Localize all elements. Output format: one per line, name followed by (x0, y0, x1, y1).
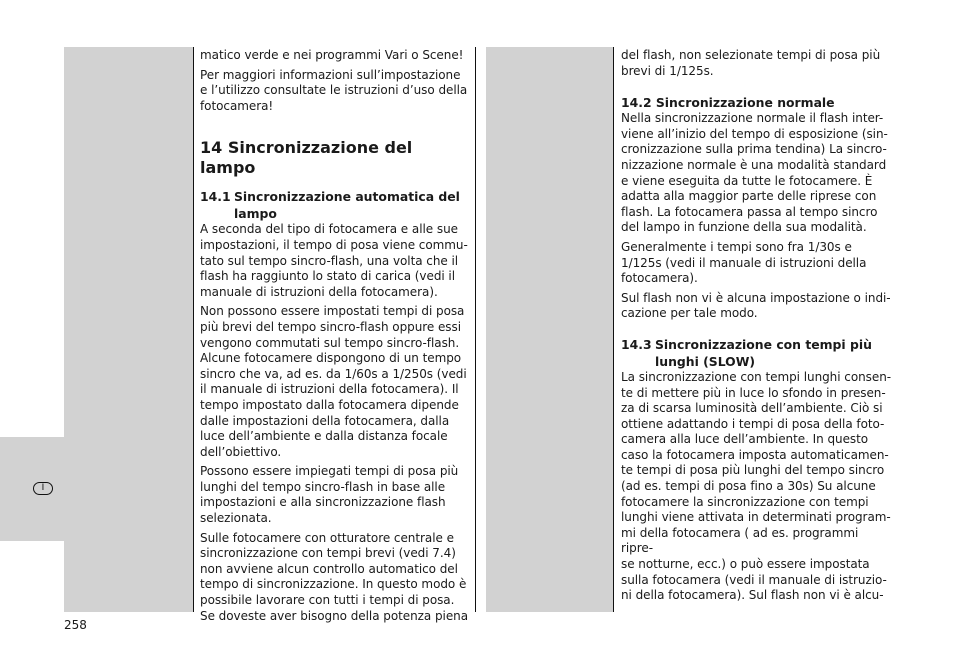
text-line: del lampo in funzione della sua modalità. (621, 220, 867, 235)
text-line: 1/125s (vedi il manuale di istruzioni della (621, 255, 867, 270)
thumb-index-tab (0, 437, 64, 541)
text-line: za di scarsa luminosità dell’ambiente. Ciò si (621, 401, 883, 416)
right-margin-band (486, 47, 614, 612)
section-heading-14-2: 14.2 Sincronizzazione normale (621, 95, 835, 111)
text-line: luce dell’ambiente e dalla distanza focale (200, 429, 448, 444)
intro-paragraph (621, 48, 893, 79)
paragraph-3 (621, 291, 893, 322)
text-line: dell’obiettivo. (200, 444, 282, 459)
text-line: te tempi di posa più lunghi del tempo sincro (621, 463, 885, 478)
text-line: il manuale di istruzioni della fotocamera). Il (200, 382, 459, 397)
section-heading-14: 14 Sincronizzazione del lampo (200, 138, 413, 178)
column-rule-left (193, 47, 194, 612)
text-line: Possono essere impiegati tempi di posa più (200, 464, 459, 479)
text-line: Se doveste aver bisogno della potenza piena (200, 608, 469, 623)
text-line: tato sul tempo sincro-flash, una volta che il (200, 253, 459, 268)
text-line: dalle impostazioni della fotocamera, dalla (200, 413, 450, 428)
left-margin-band (64, 47, 193, 612)
text-line: se notturne, ecc.) o può essere impostata (621, 557, 870, 572)
heading-text-continued: lampo (234, 206, 277, 222)
language-tab-badge: I (33, 482, 53, 495)
paragraph-2 (200, 304, 472, 460)
text-line: selezionata. (200, 511, 272, 526)
text-line: sulla fotocamera (vedi il manuale di istruzio- (621, 572, 887, 587)
text-line: lunghi del tempo sincro-flash in base alle (200, 479, 446, 494)
text-line: Nella sincronizzazione normale il flash inter- (621, 111, 884, 126)
text-line: A seconda del tipo di fotocamera e alle sue (200, 222, 458, 237)
text-line: ni della fotocamera). Sul flash non vi è alcu- (621, 588, 884, 603)
column-rule-center (475, 47, 476, 612)
section-heading-14-3 (621, 336, 893, 370)
text-line: e l’utilizzo consultate le istruzioni d’uso della (200, 83, 468, 98)
text-line: La sincronizzazione con tempi lunghi consen- (621, 369, 892, 384)
text-line: Alcune fotocamere dispongono di un tempo (200, 351, 462, 366)
text-line: e viene eseguita da tutte le fotocamere. È (621, 173, 873, 188)
text-line: ottiene adattando i tempi di posa della foto- (621, 416, 885, 431)
text-line: manuale di istruzioni della fotocamera). (200, 284, 438, 299)
paragraph-2 (621, 240, 893, 287)
heading-text: Sincronizzazione con tempi più (655, 336, 872, 352)
text-line: cazione per tale modo. (621, 306, 758, 321)
text-line: tempo di sincronizzazione. In questo modo è (200, 577, 467, 592)
page-number: 258 (64, 618, 87, 632)
text-line: Non possono essere impostati tempi di posa (200, 304, 465, 319)
text-line: tempo impostato dalla fotocamera dipende (200, 397, 459, 412)
text-line: Per maggiori informazioni sull’impostazione (200, 67, 461, 82)
text-line: fotocamera). (621, 271, 698, 286)
text-line: Sul flash non vi è alcuna impostazione o indi- (621, 290, 891, 305)
text-line: non avviene alcun controllo automatico del (200, 561, 458, 576)
paragraph-1 (621, 111, 893, 236)
text-line: fotocamera! (200, 98, 274, 113)
text-line: vengono commutati sul tempo sincro-flash. (200, 335, 460, 350)
paragraph-3 (200, 464, 472, 526)
text-line: impostazioni, il tempo di posa viene commu- (200, 237, 468, 252)
paragraph-4 (621, 370, 893, 604)
heading-text: Sincronizzazione automatica del (234, 189, 460, 205)
text-line: viene all’inizio del tempo di esposizione (sin- (621, 126, 888, 141)
heading-number: 14.1 (200, 189, 231, 205)
heading-text-continued: lunghi (SLOW) (655, 353, 756, 369)
text-line: sincronizzazione con tempi brevi (vedi 7.4) (200, 546, 456, 561)
column-rule-right (613, 47, 614, 612)
text-line: brevi di 1/125s. (621, 63, 714, 78)
text-line: fotocamere la sincronizzazione con tempi (621, 494, 869, 509)
text-line: camera alla luce dell’ambiente. In questo (621, 432, 869, 447)
text-line: mi della fotocamera ( ad es. programmi ripre- (621, 525, 859, 556)
text-line: lunghi viene attivata in determinati program- (621, 510, 891, 525)
text-line: caso la fotocamera imposta automaticamen- (621, 447, 889, 462)
text-line: flash ha raggiunto lo stato di carica (vedi il (200, 269, 455, 284)
text-line: (ad es. tempi di posa fino a 30s) Su alcune (621, 479, 876, 494)
text-line: impostazioni e alla sincronizzazione flash (200, 495, 446, 510)
intro-paragraph (200, 68, 472, 115)
text-line: nizzazione normale è una modalità standard (621, 157, 887, 172)
paragraph-4 (200, 531, 472, 625)
text-line: matico verde e nei programmi Vari o Scene! (200, 48, 464, 62)
paragraph-1 (200, 222, 472, 300)
text-line: flash. La fotocamera passa al tempo sincro (621, 204, 878, 219)
text-line: adatta alla maggior parte delle riprese con (621, 189, 877, 204)
right-text-column (621, 48, 893, 604)
text-line: sincro che va, ad es. da 1/60s a 1/250s (vedi (200, 366, 467, 381)
text-line: te di mettere più in luce lo sfondo in presen- (621, 385, 886, 400)
text-line: del flash, non selezionate tempi di posa più (621, 48, 881, 62)
text-line: Sulle fotocamere con otturatore centrale e (200, 530, 454, 545)
section-heading-14-1 (200, 188, 472, 222)
text-line: cronizzazione sulla prima tendina) La sincro- (621, 142, 887, 157)
text-line: Generalmente i tempi sono fra 1/30s e (621, 239, 852, 254)
text-line: più brevi del tempo sincro-flash oppure essi (200, 319, 461, 334)
left-text-column (200, 48, 472, 624)
text-line: possibile lavorare con tutti i tempi di posa. (200, 593, 455, 608)
heading-number: 14.3 (621, 336, 652, 352)
